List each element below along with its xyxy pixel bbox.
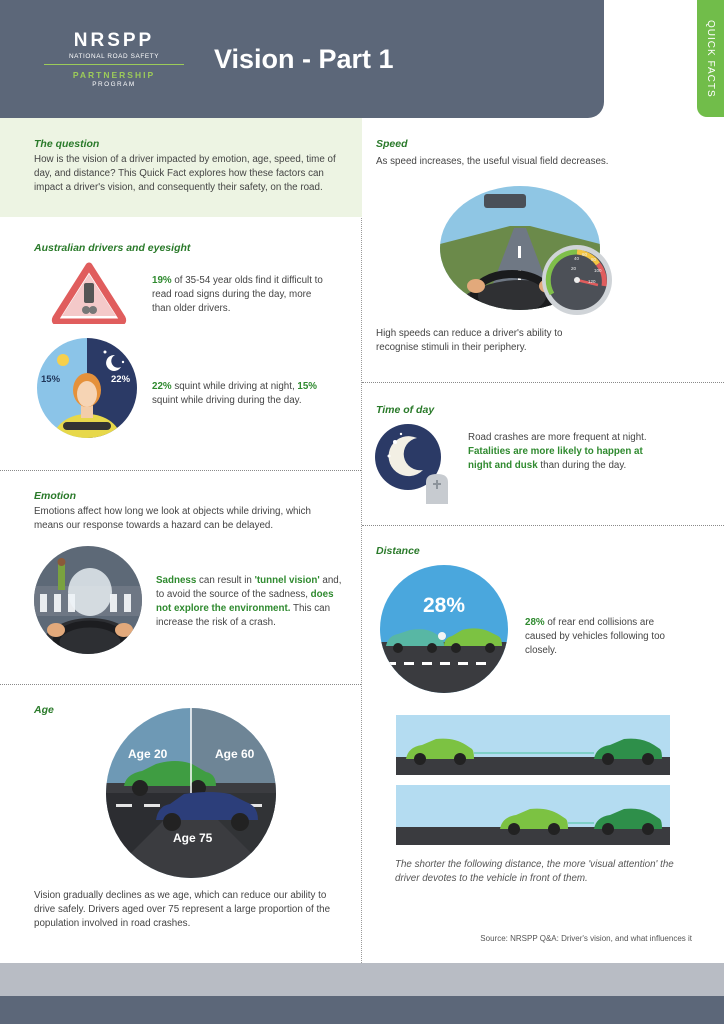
quick-facts-tab-label: QUICK FACTS xyxy=(705,19,716,98)
emotion-detail: Sadness can result in 'tunnel vision' and, to avoid the source of the sadness, does not explore the environment. This can increase the risk of a crash. xyxy=(156,575,342,628)
gauge-tick: 80 xyxy=(591,257,597,262)
logo-title: NRSPP xyxy=(73,30,155,51)
timeofday-heading: Time of day xyxy=(376,404,435,416)
gauge-tick: 100 xyxy=(594,268,602,273)
section-divider xyxy=(0,470,361,471)
rear-end-collision-illustration xyxy=(380,564,508,694)
emotion-heading: Emotion xyxy=(34,490,76,502)
question-text: How is the vision of a driver impacted by emotion, age, speed, time of day, and distance? This Quick Fact explores how these factors can impact a driver's vision, and consequently their safety, on the road. xyxy=(34,154,336,193)
logo-divider xyxy=(44,64,184,65)
speed-caption: High speeds can reduce a driver's ability to recognise stimuli in their periphery. xyxy=(376,328,563,353)
warning-sign-icon xyxy=(50,260,128,324)
age-60-label: Age 60 xyxy=(215,747,255,761)
age-text: Vision gradually declines as we age, which can reduce our ability to drive safely. Drivers aged over 75 represent a large proportion of the population involved in road crashes. xyxy=(34,890,331,929)
speed-illustration xyxy=(440,186,614,318)
age-20-label: Age 20 xyxy=(128,747,168,761)
column-divider xyxy=(361,118,362,963)
gauge-tick: 60 xyxy=(582,252,588,257)
footer-bar xyxy=(0,996,724,1024)
short-distance-illustration xyxy=(396,785,670,845)
gauge-tick: 20 xyxy=(571,266,577,271)
tunnel-vision-illustration xyxy=(34,546,142,654)
eyesight-stat-2: 22% squint while driving at night, 15% squint while driving during the day. xyxy=(152,381,318,406)
speed-heading: Speed xyxy=(376,138,408,150)
gauge-tick: 40 xyxy=(574,256,580,261)
logo-program: PROGRAM xyxy=(92,81,136,88)
age-vision-illustration xyxy=(106,708,276,878)
distance-heading: Distance xyxy=(376,545,420,557)
footer-band xyxy=(0,963,724,996)
age-heading: Age xyxy=(34,704,54,716)
gauge-tick: 120 xyxy=(588,279,596,284)
timeofday-text: Road crashes are more frequent at night. Fatalities are more likely to happen at night and dusk than during the day. xyxy=(468,432,647,471)
eyesight-stat-1: 19% of 35-54 year olds find it difficult to read road signs during the day, more than older drivers. xyxy=(152,275,323,314)
eyesight-heading: Australian drivers and eyesight xyxy=(34,242,191,254)
distance-caption: The shorter the following distance, the more 'visual attention' the driver devotes to the vehicle in front of them. xyxy=(395,859,674,884)
page-title: Vision - Part 1 xyxy=(214,44,394,74)
night-moon-illustration xyxy=(375,424,451,506)
day-percentage: 15% xyxy=(41,374,61,385)
distance-stat: 28% of rear end collisions are caused by vehicles following too closely. xyxy=(525,617,665,656)
section-divider xyxy=(0,684,361,685)
day-night-driver-illustration xyxy=(37,338,137,438)
distance-big-percentage: 28% xyxy=(422,594,466,617)
speed-text: As speed increases, the useful visual field decreases. xyxy=(376,156,609,167)
question-heading: The question xyxy=(34,138,100,150)
logo-subtitle: NATIONAL ROAD SAFETY xyxy=(68,53,160,60)
night-percentage: 22% xyxy=(111,374,131,385)
rearview-mirror-icon xyxy=(484,194,526,208)
age-75-label: Age 75 xyxy=(173,831,213,845)
logo-partnership: PARTNERSHIP xyxy=(72,70,156,80)
emotion-text: Emotions affect how long we look at objects while driving, which means our response towards a hazard can be delayed. xyxy=(34,506,311,531)
source-note: Source: NRSPP Q&A: Driver's vision, and what influences it xyxy=(480,934,692,943)
section-divider xyxy=(362,525,724,526)
section-divider xyxy=(362,382,724,383)
long-distance-illustration xyxy=(396,715,670,775)
